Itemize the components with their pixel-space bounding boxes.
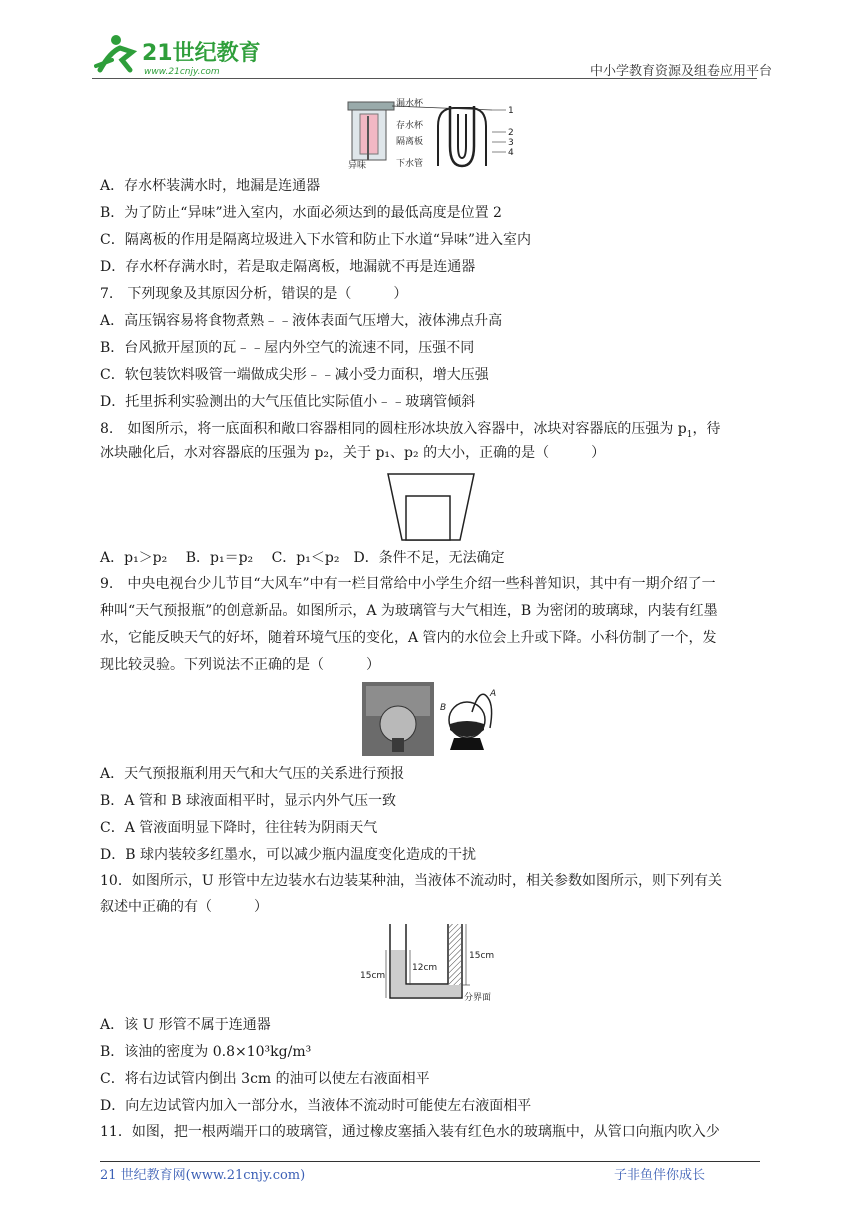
footer-slogan: 子非鱼伴你成长 bbox=[614, 1168, 706, 1183]
position-2: 2 bbox=[508, 128, 514, 138]
q8-options: A．p₁＞p₂ B．p₁＝p₂ C．p₁＜p₂ D．条件不足，无法确定 bbox=[100, 550, 505, 566]
logo-text: 21世纪教育 bbox=[142, 41, 261, 66]
label-a: A bbox=[490, 689, 497, 699]
position-1: 1 bbox=[508, 106, 514, 116]
position-4: 4 bbox=[508, 148, 514, 158]
logo-url: www.21cnjy.com bbox=[144, 67, 220, 77]
page-header bbox=[92, 30, 772, 80]
q7-option-c: C．软包装饮料吸管一端做成尖形﹣﹣减小受力面积，增大压强 bbox=[100, 367, 489, 383]
q9-option-c: C．A 管液面明显下降时，往往转为阴雨天气 bbox=[100, 820, 378, 836]
q9-option-a: A．天气预报瓶利用天气和大气压的关系进行预报 bbox=[100, 766, 405, 782]
q9-stem-line1: 9. 中央电视台少儿节目“大风车”中有一栏目常给中小学生介绍一些科普知识，其中有一期介绍了一 bbox=[100, 576, 716, 592]
q8-stem-end: ，待 bbox=[692, 421, 721, 437]
footer-divider bbox=[100, 1161, 760, 1162]
q8-stem-line2: 冰块融化后，水对容器底的压强为 p₂，关于 p₁、p₂ 的大小，正确的是（ ） bbox=[100, 445, 606, 461]
floor-drain-figure bbox=[342, 96, 522, 174]
q10-option-c: C．将右边试管内倒出 3cm 的油可以使左右液面相平 bbox=[100, 1071, 430, 1087]
q7-stem: 7. 下列现象及其原因分析，错误的是（ ） bbox=[100, 286, 408, 302]
q8-stem-line1 bbox=[100, 419, 721, 445]
label-ge-li-ban: 隔离板 bbox=[396, 137, 424, 147]
q7-option-a: A．高压锅容易将食物煮熟﹣﹣液体表面气压增大，液体沸点升高 bbox=[100, 313, 503, 329]
q9-stem-line4: 现比较灵验。下列说法不正确的是（ ） bbox=[100, 657, 380, 673]
q9-option-d: D．B 球内装较多红墨水，可以减少瓶内温度变化造成的干扰 bbox=[100, 847, 476, 863]
label-xia-shui-guan: 下水管 bbox=[396, 159, 424, 169]
position-3: 3 bbox=[508, 138, 514, 148]
label-right-15cm: 15cm bbox=[469, 951, 495, 961]
q10-option-d: D．向左边试管内加入一部分水，当液体不流动时可能使左右液面相平 bbox=[100, 1098, 532, 1114]
label-interface: 分界面 bbox=[464, 993, 492, 1003]
q6-option-c: C．隔离板的作用是隔离垃圾进入下水管和防止下水道“异味”进入室内 bbox=[100, 232, 532, 248]
q11-stem: 11．如图，把一根两端开口的玻璃管，通过橡皮塞插入装有红色水的玻璃瓶中，从管口向瓶内吹入少 bbox=[100, 1124, 720, 1140]
q8-stem-text: 8. 如图所示，将一底面积和敞口容器相同的圆柱形冰块放入容器中，冰块对容器底的压强为 p bbox=[100, 421, 687, 437]
q6-option-b: B．为了防止“异味”进入室内，水面必须达到的最低高度是位置 2 bbox=[100, 205, 502, 221]
label-left-15cm: 15cm bbox=[360, 971, 386, 981]
header-divider bbox=[92, 78, 757, 79]
q10-stem-line2: 叙述中正确的有（ ） bbox=[100, 899, 268, 915]
ice-container-figure bbox=[386, 470, 478, 544]
platform-name: 中小学教育资源及组卷应用平台 bbox=[589, 64, 772, 79]
q7-option-d: D．托里拆利实验测出的大气压值比实际值小﹣﹣玻璃管倾斜 bbox=[100, 394, 476, 410]
label-lou-shui-bei: 漏水杯 bbox=[396, 99, 424, 109]
q9-stem-line2: 种叫“天气预报瓶”的创意新品。如图所示，A 为玻璃管与大气相连，B 为密闭的玻璃球，内装有红墨 bbox=[100, 603, 718, 619]
q10-option-a: A．该 U 形管不属于连通器 bbox=[100, 1017, 271, 1033]
footer-site-link[interactable]: 21 世纪教育网(www.21cnjy.com) bbox=[100, 1168, 306, 1183]
q9-option-b: B．A 管和 B 球液面相平时，显示内外气压一致 bbox=[100, 793, 397, 809]
q8-stem-sub: 1 bbox=[686, 429, 693, 440]
label-b: B bbox=[440, 703, 447, 713]
q9-stem-line3: 水，它能反映天气的好坏，随着环境气压的变化，A 管内的水位会上升或下降。小科仿制了一个，发 bbox=[100, 630, 717, 646]
q7-option-b: B．台风掀开屋顶的瓦﹣﹣屋内外空气的流速不同，压强不同 bbox=[100, 340, 475, 356]
label-12cm: 12cm bbox=[412, 963, 438, 973]
weather-bottle-figure bbox=[362, 680, 502, 758]
u-tube-figure bbox=[360, 920, 510, 1010]
logo-21cnjy bbox=[92, 30, 262, 78]
label-yi-wei: 异味 bbox=[348, 161, 367, 171]
q10-stem-line1: 10．如图所示，U 形管中左边装水右边装某种油，当液体不流动时，相关参数如图所示，则下列有关 bbox=[100, 873, 723, 889]
q6-option-d: D．存水杯存满水时，若是取走隔离板，地漏就不再是连通器 bbox=[100, 259, 476, 275]
q6-option-a: A．存水杯装满水时，地漏是连通器 bbox=[100, 178, 321, 194]
q10-option-b: B．该油的密度为 0.8×10³kg/m³ bbox=[100, 1044, 312, 1060]
label-cun-shui-bei: 存水杯 bbox=[396, 121, 424, 131]
